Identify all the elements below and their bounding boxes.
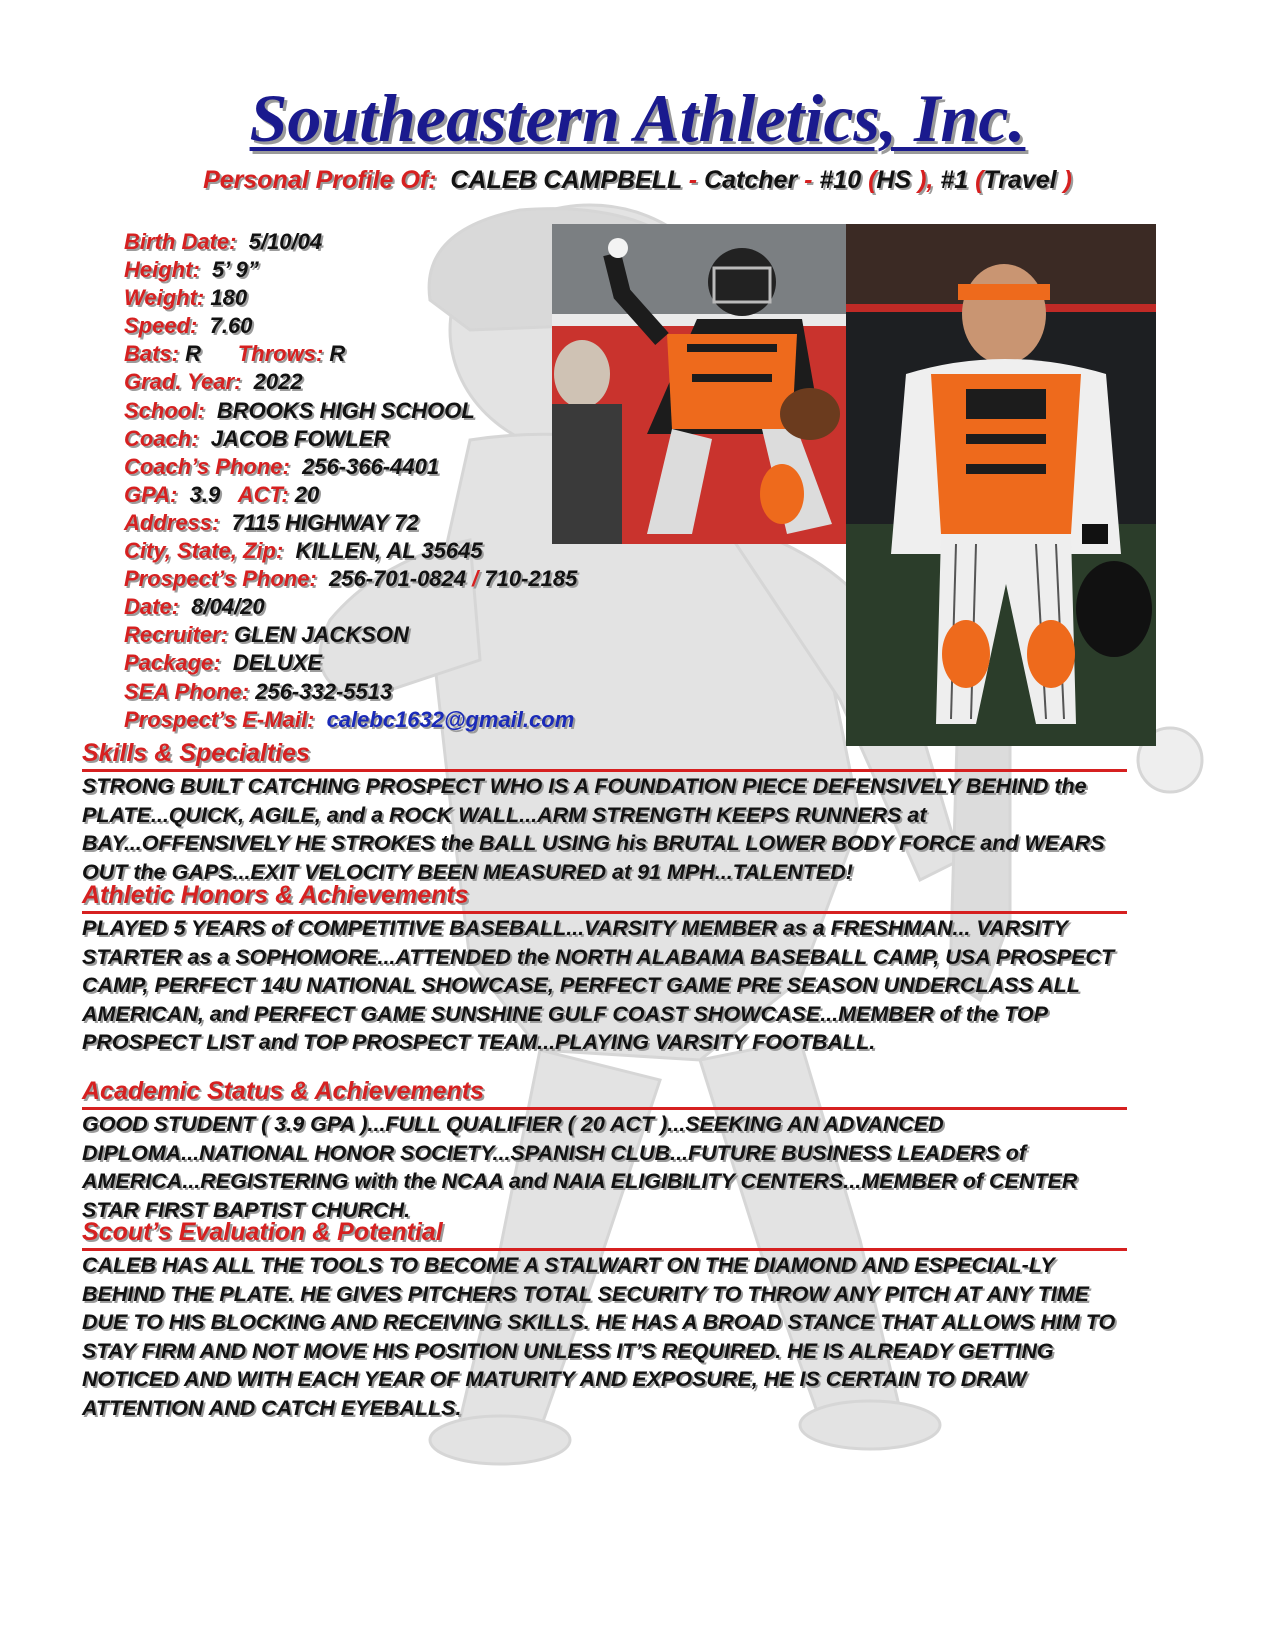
skills-heading: Skills & Specialties (82, 738, 1127, 772)
travel-number: #1 (940, 166, 969, 194)
prospect-phone-value-1: 256-701-0824 (329, 566, 467, 592)
speed-row (124, 312, 577, 340)
date-row (124, 593, 577, 621)
birth-date-label: Birth Date: (124, 229, 237, 254)
act-label: ACT: (237, 481, 289, 507)
package-value: DELUXE (232, 650, 323, 676)
city-label: City, State, Zip: (124, 538, 284, 564)
sea-phone-value: 256-332-5513 (255, 678, 393, 704)
city-row (124, 537, 577, 565)
address-label: Address: (124, 509, 220, 535)
recruiter-value: GLEN JACKSON (234, 622, 409, 648)
bats-throws-row (124, 340, 577, 368)
throws-label: Throws: (237, 341, 324, 367)
grad-year-value: 2022 (253, 369, 303, 395)
weight-row (124, 284, 577, 312)
paren-close: ) (1063, 166, 1072, 194)
paren-close: ), (918, 166, 934, 194)
weight-label: Weight: (124, 285, 205, 311)
profile-label: Personal Profile Of: (203, 166, 437, 194)
hs-number: #10 (819, 166, 862, 194)
skills-body: STRONG BUILT CATCHING PROSPECT WHO IS A FOUNDATION PIECE DEFENSIVELY BEHIND the PLATE...QUICK, AGILE, and a ROCK WALL...ARM STRENGTH KEEPS RUNNERS at BAY...OFFENSIVELY HE STROKES the BALL USING his BRUTAL LOWER BODY FORCE and WEARS OUT the GAPS...EXIT VELOCITY BEEN MEASURED at 91 MPH...TALENTED! (82, 774, 1105, 884)
address-value: 7115 HIGHWAY 72 (231, 509, 419, 535)
speed-label: Speed: (124, 313, 198, 339)
paren-open: ( (975, 166, 984, 194)
throws-value: R (329, 341, 346, 367)
height-value: 5’ 9” (212, 257, 259, 283)
coach-phone-row (124, 453, 577, 481)
coach-row (124, 425, 577, 453)
recruiter-row (124, 621, 577, 649)
recruiter-label: Recruiter: (124, 622, 228, 648)
dash-separator: - (804, 166, 813, 194)
birth-date-row (124, 228, 577, 256)
coach-label: Coach: (124, 425, 199, 451)
scout-section (82, 1217, 1127, 1423)
prospect-phone-label: Prospect’s Phone: (124, 566, 317, 592)
player-name: CALEB CAMPBELL (450, 166, 682, 194)
honors-section (82, 880, 1127, 1057)
academic-heading: Academic Status & Achievements (82, 1076, 1127, 1110)
date-label: Date: (124, 594, 180, 620)
phone-separator: / (472, 566, 479, 592)
grad-year-row (124, 368, 577, 396)
height-label: Height: (124, 257, 200, 283)
dash-separator: - (688, 166, 698, 194)
birth-date-value: 5/10/04 (248, 229, 323, 254)
speed-value: 7.60 (209, 313, 253, 339)
grad-year-label: Grad. Year: (124, 369, 242, 395)
skills-section (82, 738, 1127, 886)
profile-subtitle (0, 166, 1275, 195)
bats-label: Bats: (124, 341, 180, 367)
coach-phone-label: Coach’s Phone: (124, 453, 290, 479)
paren-open: ( (868, 166, 877, 194)
honors-body: PLAYED 5 YEARS of COMPETITIVE BASEBALL...VARSITY MEMBER as a FRESHMAN... VARSITY STARTER as a SOPHOMORE...ATTENDED the NORTH ALABAMA BASEBALL CAMP, USA PROSPECT CAMP, PERFECT 14U NATIONAL SHOWCASE, PERFECT GAME PRE SEASON UNDERCLASS ALL AMERICAN, and PERFECT GAME SUNSHINE GULF COAST SHOWCASE...MEMBER of the TOP PROSPECT LIST and TOP PROSPECT TEAM...PLAYING VARSITY FOOTBALL. (82, 916, 1115, 1055)
height-row (124, 256, 577, 284)
email-label: Prospect’s E-Mail: (124, 706, 315, 732)
profile-info-list (124, 228, 577, 734)
prospect-phone-value-2: 710-2185 (484, 566, 578, 592)
email-link[interactable]: calebc1632@gmail.com (326, 706, 575, 732)
sea-phone-label: SEA Phone: (124, 678, 250, 704)
gpa-act-row (124, 481, 577, 509)
sea-phone-row (124, 678, 577, 706)
travel-text: Travel (983, 166, 1057, 194)
city-value: KILLEN, AL 35645 (295, 538, 483, 564)
address-row (124, 509, 577, 537)
player-position: Catcher (704, 166, 798, 194)
school-label: School: (124, 397, 205, 423)
gpa-value: 3.9 (189, 481, 221, 507)
act-value: 20 (294, 481, 320, 507)
scout-body: CALEB HAS ALL THE TOOLS TO BECOME A STALWART ON THE DIAMOND AND ESPECIAL-LY BEHIND THE PLATE. HE GIVES PITCHERS TOTAL SECURITY TO THROW ANY PITCH AT ANY TIME DUE TO HIS BLOCKING AND RECEIVING SKILLS. HE HAS A BROAD STANCE THAT ALLOWS HIM TO STAY FIRM AND NOT MOVE HIS POSITION UNLESS IT’S REQUIRED. HE IS ALREADY GETTING NOTICED AND WITH EACH YEAR OF MATURITY AND EXPOSURE, HE IS CERTAIN TO DRAW ATTENTION AND CATCH EYEBALLS. (82, 1253, 1116, 1420)
page-title: Southeastern Athletics, Inc. (249, 80, 1026, 156)
catcher-throwing-photo (552, 224, 846, 544)
hs-text: HS (876, 166, 912, 194)
school-value: BROOKS HIGH SCHOOL (216, 397, 475, 423)
weight-value: 180 (210, 285, 248, 311)
email-row (124, 706, 577, 734)
catcher-portrait-photo (846, 224, 1156, 746)
coach-phone-value: 256-366-4401 (302, 453, 440, 479)
scout-heading: Scout’s Evaluation & Potential (82, 1217, 1127, 1251)
prospect-phone-row (124, 565, 577, 593)
package-row (124, 649, 577, 677)
date-value: 8/04/20 (191, 594, 265, 620)
bats-value: R (185, 341, 202, 367)
coach-value: JACOB FOWLER (210, 425, 390, 451)
school-row (124, 397, 577, 425)
academic-body: GOOD STUDENT ( 3.9 GPA )...FULL QUALIFIER ( 20 ACT )...SEEKING AN ADVANCED DIPLOMA...NATIONAL HONOR SOCIETY...SPANISH CLUB...FUTURE BUSINESS LEADERS of AMERICA...REGISTERING with the NCAA and NAIA ELIGIBILITY CENTERS...MEMBER of CENTER STAR FIRST BAPTIST CHURCH. (82, 1112, 1078, 1222)
honors-heading: Athletic Honors & Achievements (82, 880, 1127, 914)
academic-section (82, 1076, 1127, 1224)
gpa-label: GPA: (124, 481, 178, 507)
package-label: Package: (124, 650, 221, 676)
